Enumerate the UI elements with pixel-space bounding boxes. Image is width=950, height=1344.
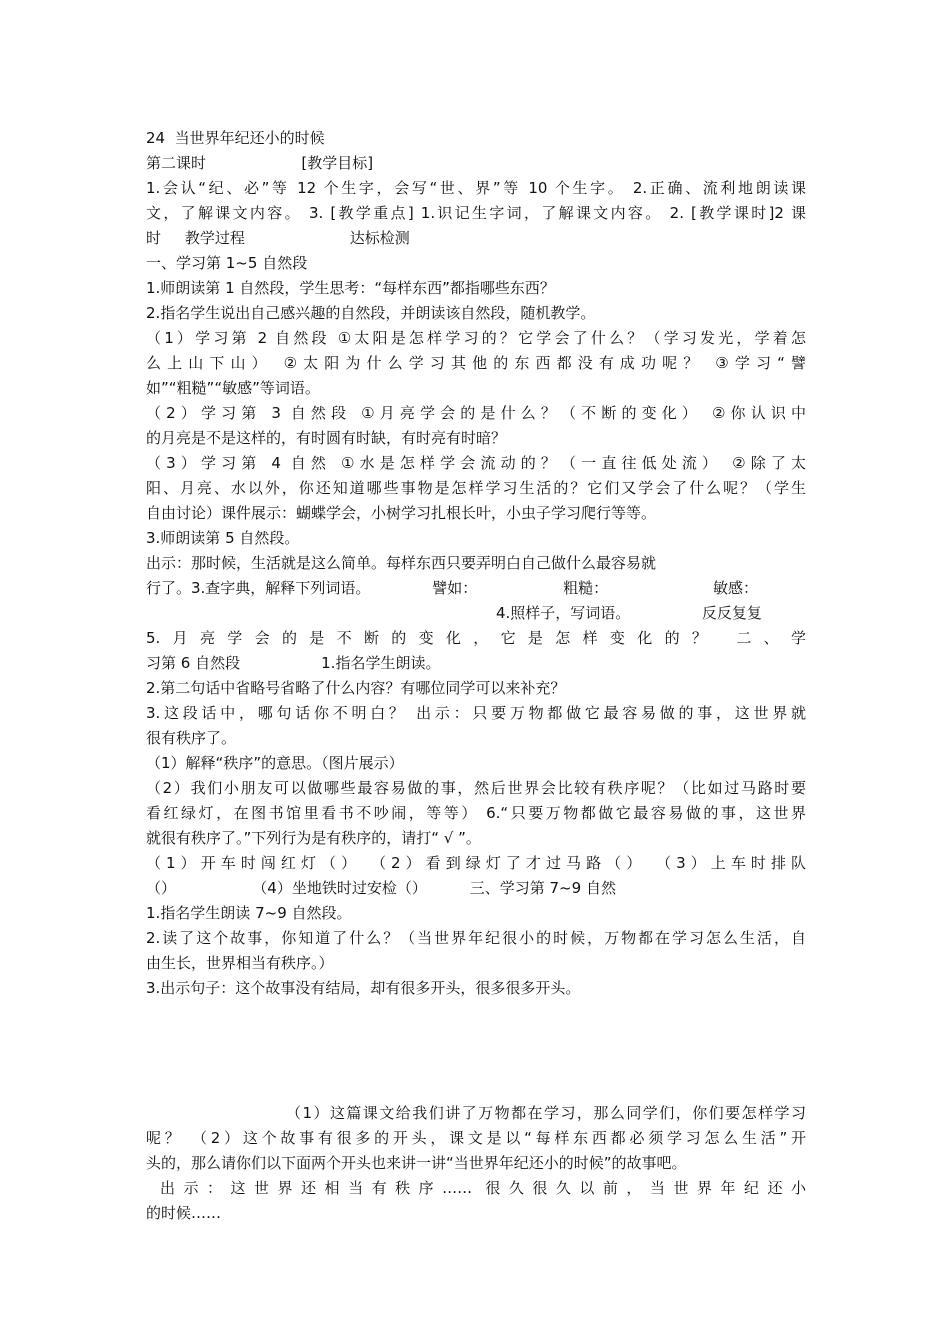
text-line: 么上山下山） ②太阳为什么学习其他的东西都没有成功呢？ ③学习“譬 bbox=[146, 354, 806, 372]
text-line: 的时候…… bbox=[146, 1204, 222, 1222]
section-heading: 习第 6 自然段 1.指名学生朗读。 bbox=[146, 654, 441, 672]
text-line: 头的，那么请你们以下面两个开头也来讲一讲“当世界年纪还小的时候”的故事吧。 bbox=[146, 1154, 687, 1172]
text-line: 很有秩序了。 bbox=[146, 729, 237, 747]
section-heading: 一、学习第 1~5 自然段 bbox=[146, 254, 308, 272]
text-line: 由生长，世界相当有秩序。） bbox=[146, 954, 334, 972]
text-line: 的月亮是不是这样的，有时圆有时缺，有时亮有时暗？ bbox=[146, 429, 507, 447]
text-line: 2.读了这个故事，你知道了什么？（当世界年纪很小的时候，万物都在学习怎么生活，自 bbox=[146, 929, 806, 947]
text-line: （2）学习第 3 自然段 ①月亮学会的是什么？（不断的变化） ②你认识中 bbox=[146, 404, 806, 422]
text-line: 时 教学过程 达标检测 bbox=[146, 229, 410, 247]
text-line: （1）学习第 2 自然段 ①太阳是怎样学习的？它学会了什么？（学习发光，学着怎 bbox=[146, 329, 806, 347]
text-line: 呢？ （2）这个故事有很多的开头，课文是以“每样东西都必须学习怎么生活”开 bbox=[146, 1129, 806, 1147]
text-line: 阳、月亮、水以外，你还知道哪些事物是怎样学习生活的？它们又学会了什么呢？（学生 bbox=[146, 479, 806, 497]
text-line: 就很有秩序了。”下列行为是有秩序的，请打“ √ ”。 bbox=[146, 829, 481, 847]
text-line: （） （4）坐地铁时过安检（） 三、学习第 7~9 自然 bbox=[146, 879, 616, 897]
text-line: 5.月亮学会的是不断的变化，它是怎样变化的？ 二、学 bbox=[146, 629, 806, 647]
text-line: 3.师朗读第 5 自然段。 bbox=[146, 529, 300, 547]
text-line: 3.这段话中，哪句话你不明白？ 出示：只要万物都做它最容易做的事，这世界就 bbox=[146, 704, 806, 722]
text-line: 行了。3.查字典，解释下列词语。 譬如： 粗糙： 敏感： bbox=[146, 579, 759, 597]
text-line: （3）学习第 4 自然 ①水是怎样学会流动的？（一直往低处流） ②除了太 bbox=[146, 454, 806, 472]
text-line: 自由讨论）课件展示：蝴蝶学会，小树学习扎根长叶，小虫子学习爬行等等。 bbox=[146, 504, 657, 522]
text-line: 文，了解课文内容。 3. [教学重点] 1.识记生字词，了解课文内容。 2. [教学课时]2 课 bbox=[146, 204, 806, 222]
text-line: （1）这篇课文给我们讲了万物都在学习，那么同学们，你们要怎样学习 bbox=[286, 1104, 806, 1122]
text-line: 3.出示句子：这个故事没有结局，却有很多开头，很多很多开头。 bbox=[146, 979, 581, 997]
text-line: 1.师朗读第 1 自然段，学生思考：“每样东西”都指哪些东西？ bbox=[146, 279, 555, 297]
text-line: 2.第二句话中省略号省略了什么内容？有哪位同学可以来补充？ bbox=[146, 679, 566, 697]
text-line: 如”“粗糙”“敏感”等词语。 bbox=[146, 379, 320, 397]
text-line: 看红绿灯，在图书馆里看书不吵闹，等等） 6.“只要万物都做它最容易做的事，这世界 bbox=[146, 804, 806, 822]
text-line: （2）我们小朋友可以做哪些最容易做的事，然后世界会比较有秩序呢？（比如过马路时要 bbox=[146, 779, 806, 797]
document-title: 24 当世界年纪还小的时候 bbox=[146, 129, 325, 147]
text-line: （1）解释“秩序”的意思。（图片展示） bbox=[146, 754, 404, 772]
text-line: 第二课时 [教学目标] bbox=[146, 154, 374, 172]
text-line: 1.指名学生朗读 7~9 自然段。 bbox=[146, 904, 352, 922]
text-line: 2.指名学生说出自己感兴趣的自然段，并朗读该自然段，随机教学。 bbox=[146, 304, 596, 322]
text-line: （1）开车时闯红灯（） （2）看到绿灯了才过马路（） （3）上车时排队 bbox=[146, 854, 806, 872]
text-line: 4.照样子，写词语。 反反复复 bbox=[496, 604, 762, 622]
text-line: 出示：这世界还相当有秩序…… 很久很久以前，当世界年纪还小 bbox=[160, 1179, 806, 1197]
text-line: 出示：那时候，生活就是这么简单。每样东西只要弄明白自己做什么最容易就 bbox=[146, 554, 657, 572]
text-line: 1.会认“纪、必”等 12 个生字，会写“世、界”等 10 个生字。 2.正确、流利地朗读课 bbox=[146, 179, 806, 197]
